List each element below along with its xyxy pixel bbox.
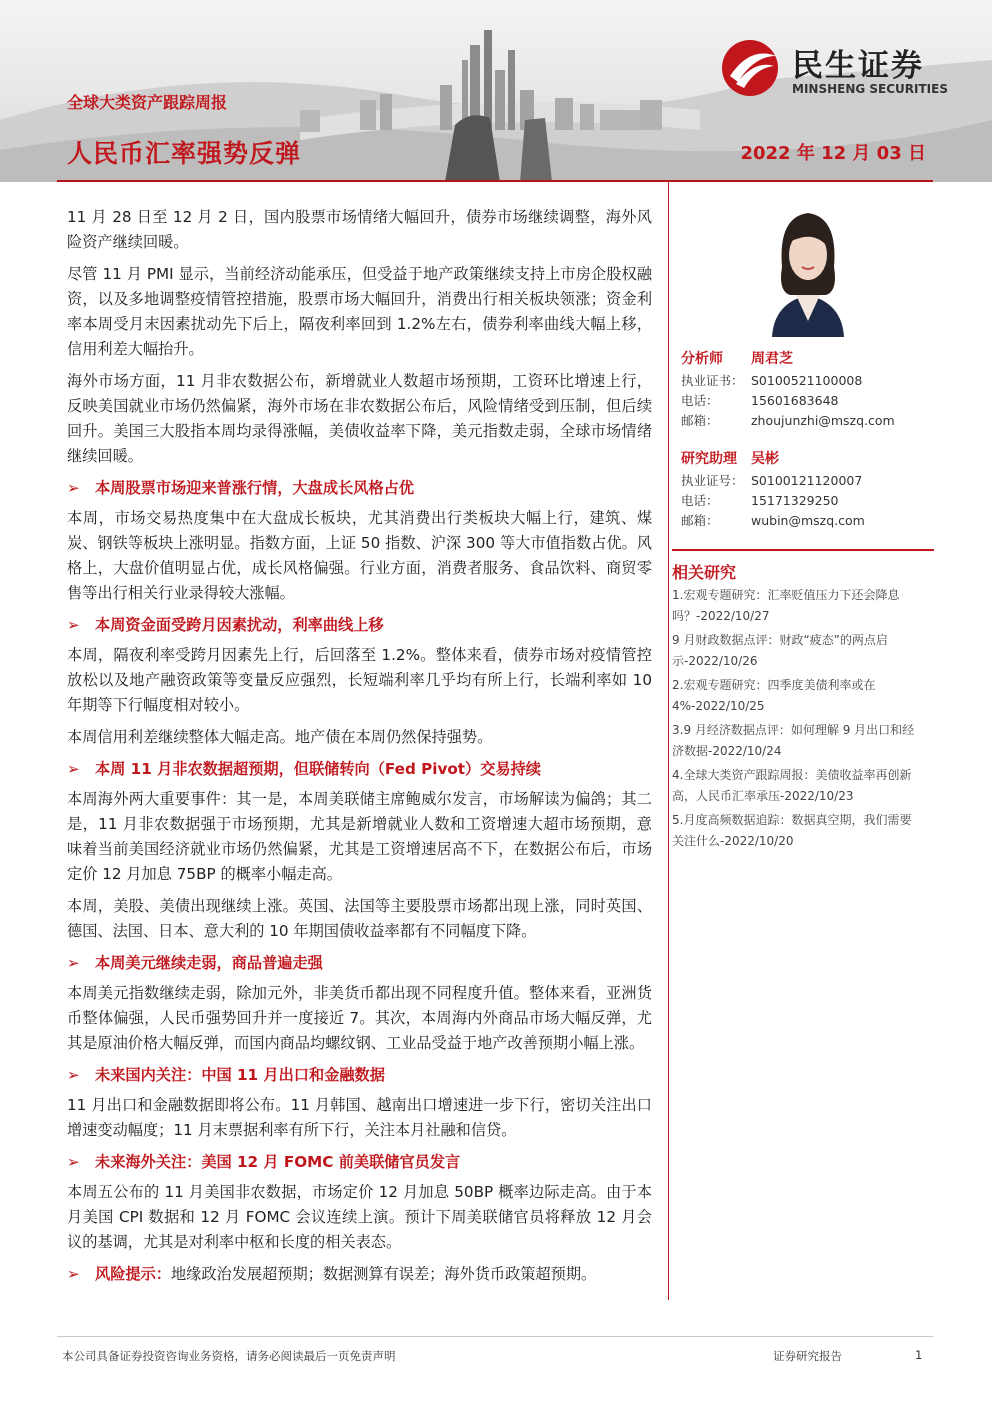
footer-divider [57, 1336, 933, 1337]
section-paragraph: 本周，隔夜利率受跨月因素先上行，后回落至 1.2%。整体来看，债券市场对疫情管控放松以及地产融资政策等变量反应强烈，长短端利率几乎均有所上行，长端利率如 10 年期等下行幅度相对较小。 [67, 646, 652, 714]
arrow-bullet-icon: ➢ [67, 1153, 80, 1171]
analyst-email[interactable]: zhoujunzhi@mszq.com [751, 413, 895, 428]
header-banner [0, 0, 992, 182]
section-heading: ➢ 本周 11 月非农数据超预期，但联储转向（Fed Pivot）交易持续 [67, 757, 652, 781]
section-heading: ➢ 本周股票市场迎来普涨行情，大盘成长风格占优 [67, 476, 652, 500]
footer-disclaimer: 本公司具备证券投资咨询业务资格，请务必阅读最后一页免责声明 [62, 1349, 396, 1363]
footer-report-type: 证券研究报告 [773, 1349, 842, 1363]
related-research-item[interactable]: 1.宏观专题研究：汇率贬值压力下还会降息吗？-2022/10/27 [672, 588, 900, 623]
related-research-item[interactable]: 5.月度高频数据追踪：数据真空期，我们需要关注什么-2022/10/20 [672, 813, 912, 848]
analyst-info-row: 邮箱： wubin@mszq.com [681, 513, 865, 528]
arrow-bullet-icon: ➢ [67, 954, 80, 972]
intro-paragraph: 尽管 11 月 PMI 显示，当前经济动能承压，但受益于地产政策继续支持上市房企股权融资，以及多地调整疫情管控措施，股票市场大幅回升，消费出行相关板块领涨；资金利率本周受月末因素扰动先下后上，隔夜利率回到 1.2%左右，债券利率曲线大幅上移，信用利差大幅抬升。 [67, 265, 652, 358]
section-heading: ➢ 本周资金面受跨月因素扰动，利率曲线上移 [67, 613, 652, 637]
page-number: 1 [915, 1348, 923, 1362]
section-paragraph: 11 月出口和金融数据即将公布。11 月韩国、越南出口增速进一步下行，密切关注出口增速变动幅度；11 月末票据利率有所下行，关注本月社融和信贷。 [67, 1096, 652, 1139]
section-paragraph: 本周，美股、美债出现继续上涨。英国、法国等主要股票市场都出现上涨，同时英国、德国、法国、日本、意大利的 10 年期国债收益率都有不同幅度下降。 [67, 897, 652, 940]
analyst-photo [752, 195, 864, 337]
analyst-info-row: 执业证号： S0100121120007 [681, 473, 863, 488]
company-logo [720, 38, 970, 98]
intro-paragraph: 11 月 28 日至 12 月 2 日，国内股票市场情绪大幅回升，债券市场继续调整，海外风险资产继续回暖。 [67, 208, 652, 251]
section-paragraph: 本周，市场交易热度集中在大盘成长板块，尤其消费出行类板块大幅上行，建筑、煤炭、钢铁等板块上涨明显。指数方面，上证 50 指数、沪深 300 等大市值指数占优。风格上，大盘价值明显占优，成长风格偏强。行业方面，消费者服务、食品饮料、商贸零售等出行相关行业录得较大涨幅。 [67, 509, 652, 602]
analyst-email[interactable]: wubin@mszq.com [751, 513, 865, 528]
logo-emblem-icon [720, 38, 784, 98]
section-paragraph: 本周信用利差继续整体大幅走高。地产债在本周仍然保持强势。 [67, 728, 493, 746]
analyst-name: 吴彬 [751, 451, 779, 467]
logo-name-en: MINSHENG SECURITIES [792, 82, 948, 96]
analyst-card [681, 447, 865, 531]
analyst-card [681, 347, 895, 431]
related-research-title: 相关研究 [672, 563, 737, 582]
arrow-bullet-icon: ➢ [67, 760, 80, 778]
analyst-info-row: 电话： 15171329250 [681, 493, 839, 508]
main-content [67, 205, 652, 1287]
section-heading: ➢ 未来国内关注：中国 11 月出口和金融数据 [67, 1063, 652, 1087]
header-divider [57, 180, 933, 182]
analyst-info-row: 执业证书： S0100521100008 [681, 373, 863, 388]
section-paragraph: 本周五公布的 11 月美国非农数据，市场定价 12 月加息 50BP 概率边际走高。由于本月美国 CPI 数据和 12 月 FOMC 会议连续上演。预计下周美联储官员将释放 12 月会议的基调，尤其是对利率中枢和长度的相关表态。 [67, 1183, 652, 1251]
section-paragraph: 本周美元指数继续走弱，除加元外，非美货币都出现不同程度升值。整体来看，亚洲货币整体偏强，人民币强势回升并一度接近 7。其次，本周海内外商品市场大幅反弹，尤其是原油价格大幅反弹，而国内商品均螺纹钢、工业品受益于地产改善预期小幅上涨。 [67, 984, 652, 1052]
intro-paragraph: 海外市场方面，11 月非农数据公布，新增就业人数超市场预期，工资环比增速上行，反映美国就业市场仍然偏紧，海外市场在非农数据公布后，风险情绪受到压制，但后续回升。美国三大股指本周均录得涨幅，美债收益率下降，美元指数走弱，全球市场情绪继续回暖。 [67, 372, 652, 465]
report-date: 2022 年 12 月 03 日 [740, 143, 926, 164]
analyst-info-row: 电话： 15601683648 [681, 393, 839, 408]
analyst-info-row: 邮箱： zhoujunzhi@mszq.com [681, 413, 895, 428]
risk-warning [67, 1262, 652, 1287]
arrow-bullet-icon: ➢ [67, 479, 80, 497]
report-series: 全球大类资产跟踪周报 [67, 93, 228, 112]
risk-text: 地缘政治发展超预期；数据测算有误差；海外货币政策超预期。 [170, 1265, 597, 1283]
risk-label: 风险提示： [95, 1265, 171, 1283]
arrow-bullet-icon: ➢ [67, 616, 80, 634]
report-title: 人民币汇率强势反弹 [67, 139, 302, 168]
sidebar-divider [672, 549, 934, 551]
analyst-name: 周君芝 [751, 351, 793, 367]
related-research-item[interactable]: 2.宏观专题研究：四季度美债利率或在 4%-2022/10/25 [672, 678, 876, 713]
logo-name-cn: 民生证券 [792, 48, 924, 84]
section-paragraph: 本周海外两大重要事件：其一是，本周美联储主席鲍威尔发言，市场解读为偏鸽；其二是，11 月非农数据强于市场预期，尤其是新增就业人数和工资增速大超市场预期，意味着当前美国经济就业市场仍然偏紧，尤其是工资增速居高不下，在数据公布后，市场定价 12 月加息 75BP 的概率小幅走高。 [67, 790, 652, 883]
related-research-list [672, 585, 922, 855]
related-research-item[interactable]: 9 月财政数据点评：财政“疲态”的两点启示-2022/10/26 [672, 633, 888, 668]
analyst-role: 分析师 [681, 351, 723, 367]
arrow-bullet-icon: ➢ [67, 1265, 80, 1283]
section-heading: ➢ 本周美元继续走弱，商品普遍走强 [67, 951, 652, 975]
section-heading: ➢ 未来海外关注：美国 12 月 FOMC 前美联储官员发言 [67, 1150, 652, 1174]
analyst-role: 研究助理 [681, 451, 737, 467]
column-divider [668, 182, 669, 1300]
related-research-item[interactable]: 3.9 月经济数据点评：如何理解 9 月出口和经济数据-2022/10/24 [672, 723, 915, 758]
related-research-item[interactable]: 4.全球大类资产跟踪周报：美债收益率再创新高，人民币汇率承压-2022/10/23 [672, 768, 912, 803]
arrow-bullet-icon: ➢ [67, 1066, 80, 1084]
